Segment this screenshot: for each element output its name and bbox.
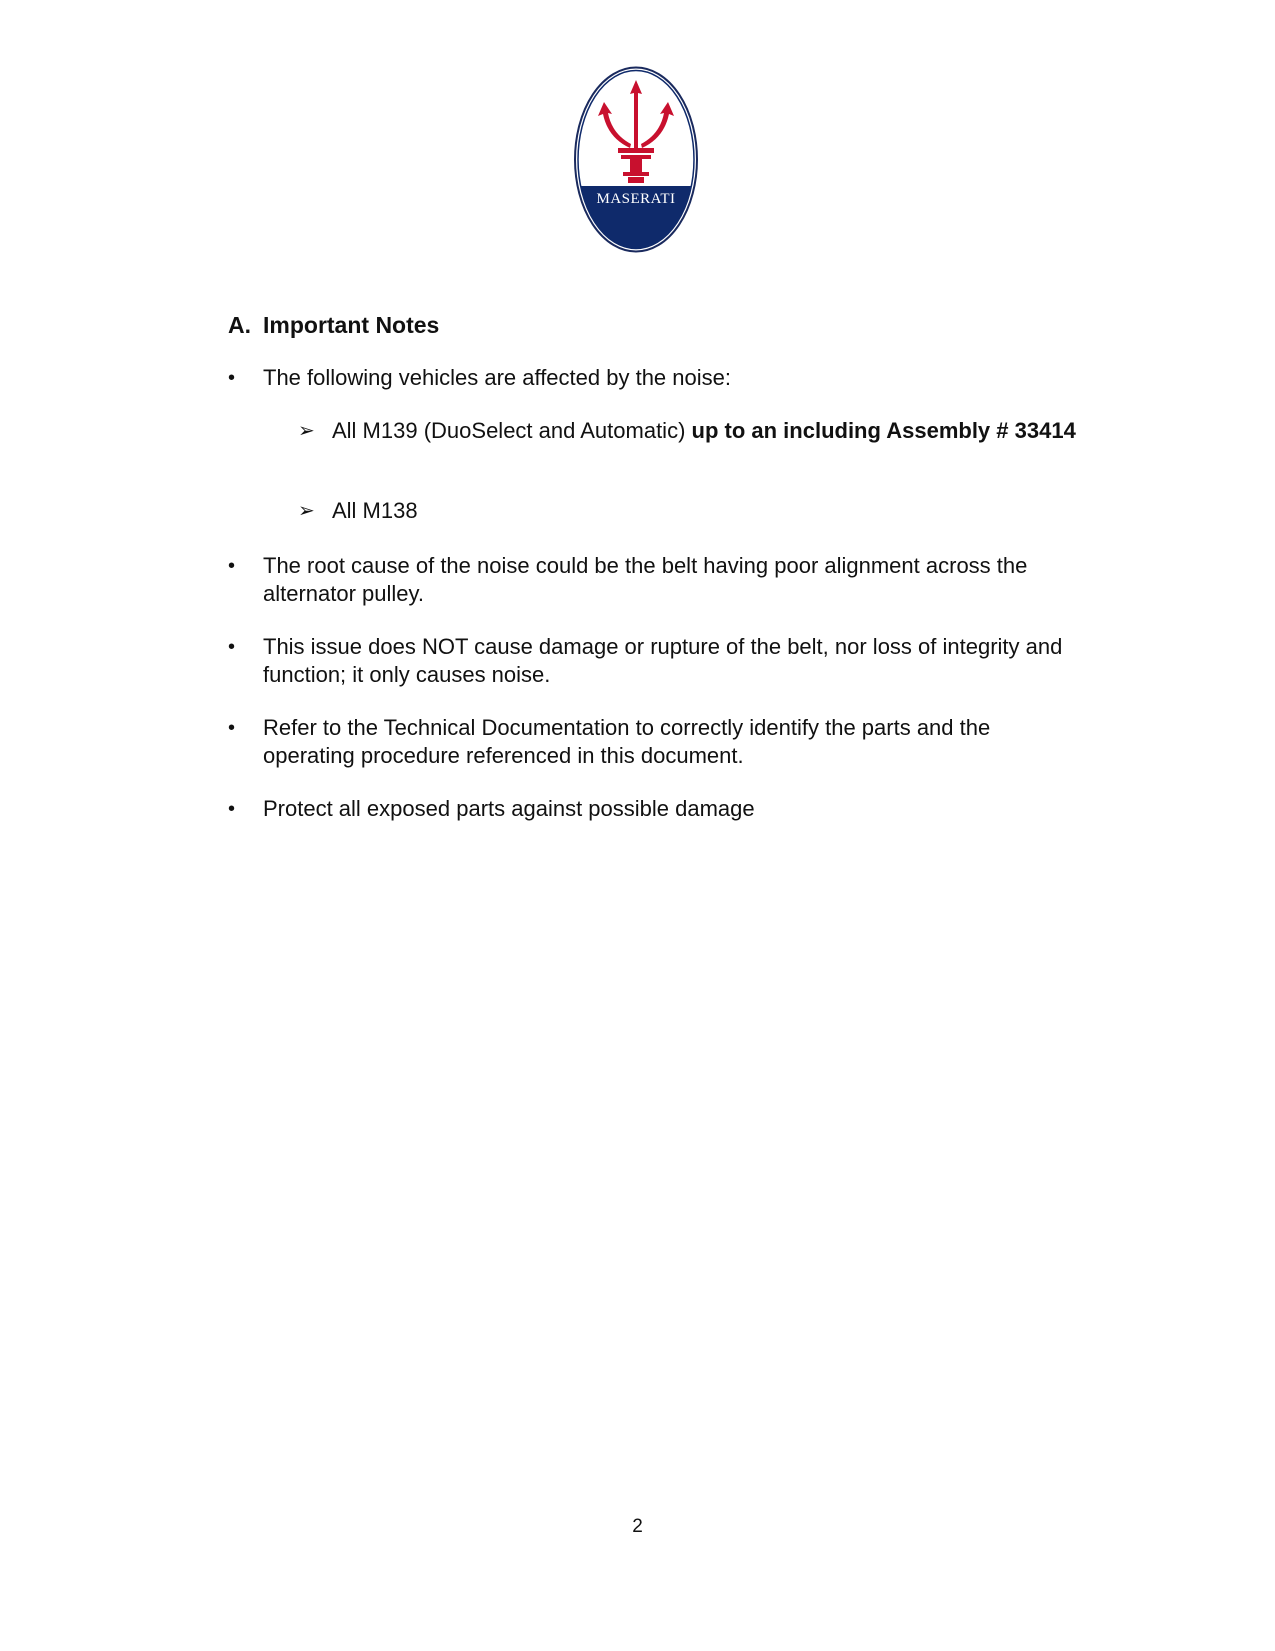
note-text: This issue does NOT cause damage or rupture of the belt, nor loss of integrity and function; it only causes noise. xyxy=(263,634,1063,687)
bullet-icon: • xyxy=(228,717,236,739)
arrow-bullet-icon: ➢ xyxy=(298,500,315,522)
arrow-bullet-icon: ➢ xyxy=(298,420,315,442)
bullet-icon: • xyxy=(228,798,236,820)
affected-vehicle-emphasis: up to an including Assembly # 33414 xyxy=(691,418,1076,443)
bullet-icon: • xyxy=(228,636,236,658)
section-number: A. xyxy=(228,312,251,338)
section-title-text: Important Notes xyxy=(263,312,440,338)
bullet-icon: • xyxy=(228,367,236,389)
logo-wordmark: MASERATI xyxy=(596,191,676,207)
section-title xyxy=(228,310,439,340)
affected-vehicle-model: All M138 xyxy=(332,498,418,523)
note-text: Protect all exposed parts against possible damage xyxy=(263,796,755,821)
affected-vehicle-model: All M139 (DuoSelect and Automatic) xyxy=(332,418,692,443)
note-text: The following vehicles are affected by the noise: xyxy=(263,365,731,390)
note-text: The root cause of the noise could be the belt having poor alignment across the alternator pulley. xyxy=(263,553,1028,606)
page-number: 2 xyxy=(632,1516,643,1537)
note-text: Refer to the Technical Documentation to correctly identify the parts and the operating procedure referenced in this document. xyxy=(263,715,991,768)
maserati-trident-logo-icon xyxy=(574,66,698,253)
bullet-icon: • xyxy=(228,555,236,577)
affected-vehicle-text xyxy=(332,497,1092,525)
maserati-logo xyxy=(574,66,698,253)
affected-vehicle-text xyxy=(332,417,1092,445)
